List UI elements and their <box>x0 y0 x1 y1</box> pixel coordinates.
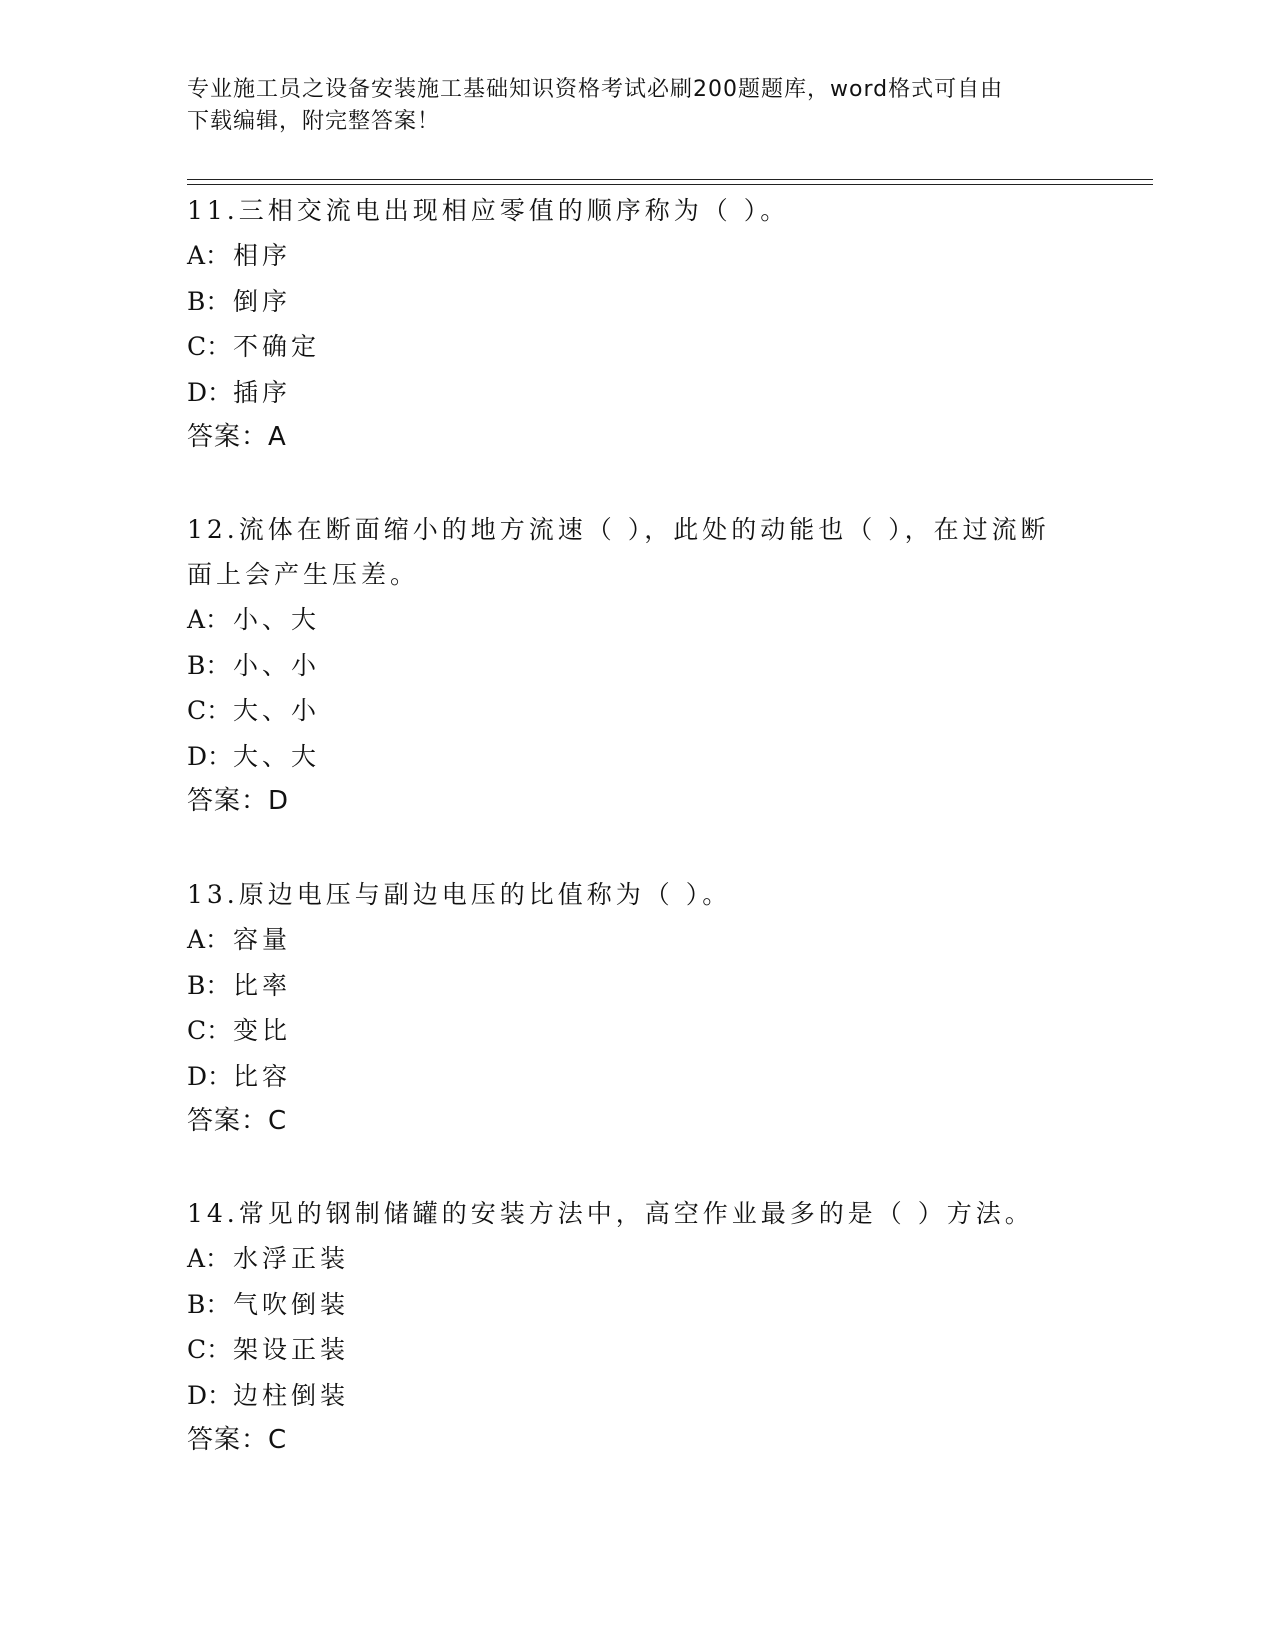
option-c <box>187 1008 1087 1054</box>
answer-label: 答案： <box>187 1106 269 1136</box>
option-letter: B： <box>187 1289 231 1319</box>
option-d <box>187 370 1087 416</box>
question-13 <box>187 872 1087 1145</box>
option-d <box>187 1054 1087 1100</box>
answer-value: C <box>268 1425 288 1455</box>
option-letter: B： <box>187 650 231 680</box>
option-a <box>187 233 1087 279</box>
option-text: 小、大 <box>233 605 321 634</box>
option-a <box>187 917 1087 963</box>
question-stem: 12.流体在断面缩小的地方流速（ ），此处的动能也（ ），在过流断 <box>187 515 1050 544</box>
option-c <box>187 324 1087 370</box>
option-letter: C： <box>187 1016 232 1045</box>
question-stem: 14.常见的钢制储罐的安装方法中，高空作业最多的是（ ）方法。 <box>187 1199 1034 1228</box>
option-b <box>187 1282 1087 1328</box>
option-letter: A： <box>187 1244 231 1273</box>
answer-line <box>187 1418 1087 1464</box>
answer-label: 答案： <box>187 1425 269 1455</box>
option-c <box>187 1327 1087 1373</box>
question-stem-continued: 面上会产生压差。 <box>187 560 420 589</box>
option-b <box>187 279 1087 325</box>
question-stem: 11.三相交流电出现相应零值的顺序称为（ ）。 <box>187 196 790 225</box>
header-line-1: 专业施工员之设备安装施工基础知识资格考试必刷200题题库，word格式可自由 <box>187 77 1004 102</box>
question-12 <box>187 507 1087 825</box>
question-11 <box>187 188 1087 461</box>
option-text: 气吹倒装 <box>233 1289 350 1319</box>
option-text: 架设正装 <box>233 1335 350 1364</box>
option-a <box>187 1236 1087 1282</box>
option-text: 变比 <box>233 1016 292 1045</box>
answer-label: 答案： <box>187 422 269 452</box>
option-c <box>187 688 1087 734</box>
option-letter: D： <box>187 1380 233 1410</box>
answer-value: C <box>268 1106 288 1136</box>
option-text: 倒序 <box>233 286 292 316</box>
option-d <box>187 1373 1087 1419</box>
question-stem: 13.原边电压与副边电压的比值称为（ ）。 <box>187 880 732 909</box>
answer-value: D <box>268 786 290 816</box>
option-letter: C： <box>187 332 232 361</box>
option-text: 大、小 <box>233 696 321 725</box>
answer-line <box>187 779 1087 825</box>
header-line-2: 下载编辑，附完整答案！ <box>187 109 441 134</box>
header-divider-bottom <box>187 184 1153 185</box>
option-text: 水浮正装 <box>233 1244 350 1273</box>
option-text: 小、小 <box>233 650 321 680</box>
option-text: 比率 <box>233 970 292 1000</box>
option-letter: C： <box>187 1335 232 1364</box>
answer-label: 答案： <box>187 786 269 816</box>
option-text: 相序 <box>233 241 292 270</box>
option-letter: D： <box>187 741 233 771</box>
option-letter: D： <box>187 1061 233 1091</box>
option-letter: B： <box>187 286 231 316</box>
document-header <box>187 74 1067 138</box>
option-text: 边柱倒装 <box>233 1380 350 1410</box>
option-b <box>187 643 1087 689</box>
option-d <box>187 734 1087 780</box>
option-b <box>187 963 1087 1009</box>
option-letter: A： <box>187 241 231 270</box>
option-letter: A： <box>187 925 231 954</box>
answer-line <box>187 415 1087 461</box>
header-divider-top <box>187 179 1153 180</box>
option-text: 大、大 <box>233 741 321 771</box>
option-text: 比容 <box>233 1061 292 1091</box>
option-letter: D： <box>187 377 233 407</box>
option-text: 插序 <box>233 377 292 407</box>
option-letter: C： <box>187 696 232 725</box>
answer-line <box>187 1099 1087 1145</box>
option-a <box>187 597 1087 643</box>
option-letter: A： <box>187 605 231 634</box>
question-14 <box>187 1191 1087 1464</box>
answer-value: A <box>268 422 287 452</box>
option-text: 不确定 <box>233 332 321 361</box>
option-text: 容量 <box>233 925 292 954</box>
option-letter: B： <box>187 970 231 1000</box>
